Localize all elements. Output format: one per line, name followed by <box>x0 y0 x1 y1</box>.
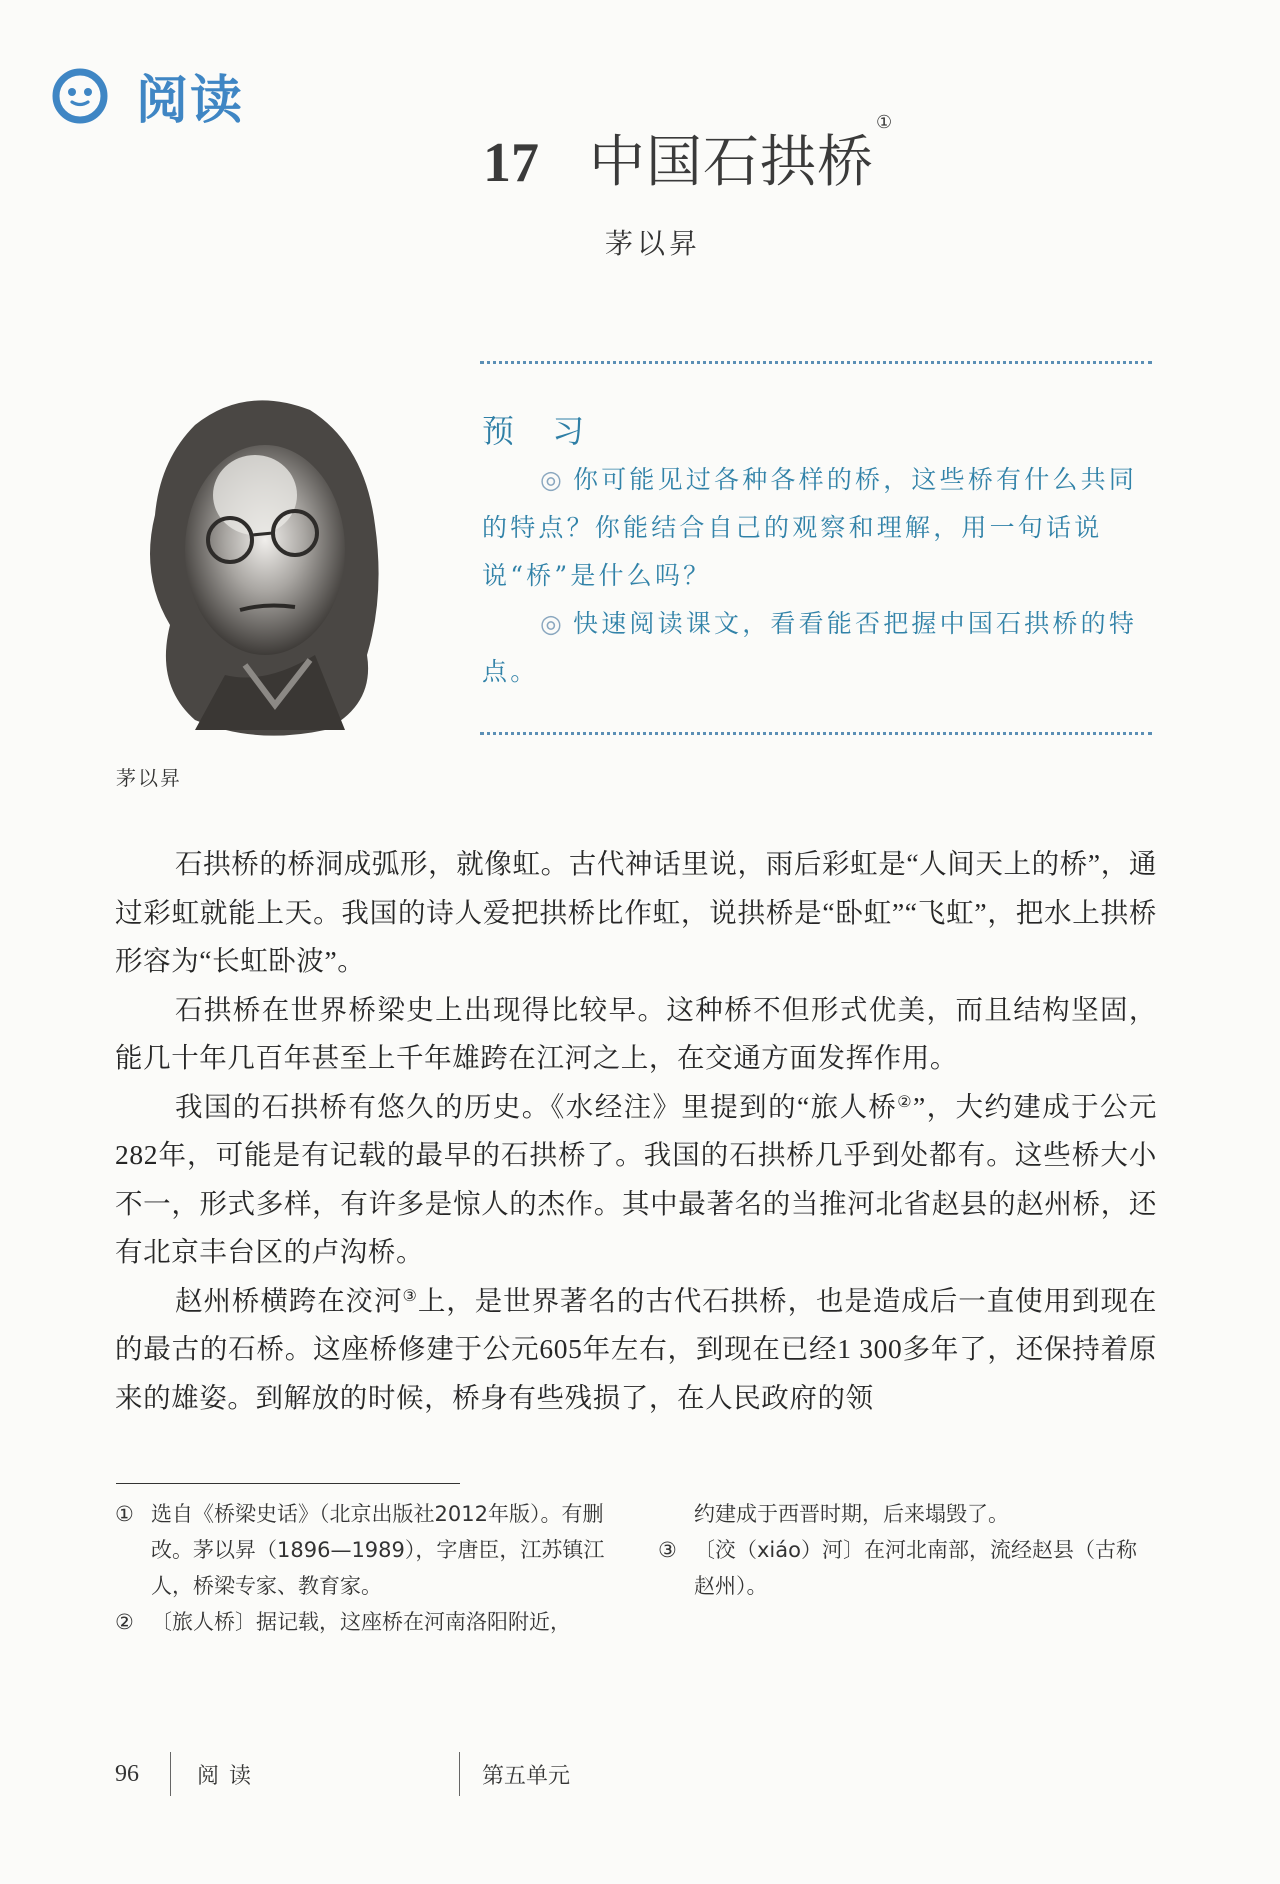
article-body <box>115 840 1157 1422</box>
smiley-face-icon <box>52 68 108 124</box>
lesson-name: 中国石拱桥 <box>589 130 874 195</box>
paragraph: 我国的石拱桥有悠久的历史。《水经注》里提到的“旅人桥②”，大约建成于公元282年，可能是有记载的最早的石拱桥了。我国的石拱桥几乎到处都有。这些桥大小不一，形式多样，有许多是惊人的杰作。其中最著名的当推河北省赵县的赵州桥，还有北京丰台区的卢沟桥。 <box>115 1090 1157 1267</box>
footnote-divider <box>116 1483 460 1484</box>
footer-section-label: 阅读 <box>197 1763 262 1789</box>
lesson-number: 17 <box>483 132 539 194</box>
footnote-2: ② 〔旅人桥〕据记载，这座桥在河南洛阳附近， <box>115 1610 571 1634</box>
title-footnote-link[interactable]: ① <box>876 112 893 132</box>
footnote-1: ① 选自《桥梁史话》（北京出版社2012年版）。有删改。茅以昇（1896—1989），字唐臣，江苏镇江人，桥梁专家、教育家。 <box>115 1502 605 1598</box>
page-footer <box>115 1752 570 1796</box>
footnote-link-2[interactable]: ② <box>897 1093 914 1111</box>
footnotes <box>115 1496 1157 1640</box>
double-circle-bullet-icon: ◎ <box>540 609 566 638</box>
page-number: 96 <box>115 1760 139 1787</box>
section-header <box>52 58 244 133</box>
author-portrait <box>135 385 395 740</box>
footnotes-left-column <box>115 1496 614 1640</box>
lesson-title <box>483 112 893 198</box>
dotted-divider-bottom <box>480 732 1152 735</box>
footnote-2-continued: 约建成于西晋时期，后来塌毁了。 <box>694 1502 1009 1526</box>
footer-unit-label: 第五单元 <box>482 1763 571 1789</box>
preview-box <box>480 358 1152 738</box>
section-title: 阅读 <box>136 70 245 131</box>
preview-questions <box>482 456 1154 696</box>
footnote-link-3[interactable]: ③ <box>402 1287 418 1305</box>
paragraph: 石拱桥在世界桥梁史上出现得比较早。这种桥不但形式优美，而且结构坚固，能几十年几百年甚至上千年雄跨在江河之上，在交通方面发挥作用。 <box>115 993 1157 1073</box>
preview-item: ◎ 你可能见过各种各样的桥，这些桥有什么共同的特点？你能结合自己的观察和理解，用一句话说说“桥”是什么吗？ <box>482 465 1138 590</box>
dotted-divider-top <box>480 361 1152 364</box>
footer-divider <box>459 1752 460 1796</box>
paragraph: 赵州桥横跨在洨河③上，是世界著名的古代石拱桥，也是造成后一直使用到现在的最古的石桥。这座桥修建于公元605年左右，到现在已经1 300多年了，还保持着原来的雄姿。到解放的时候，桥身有些残损了，在人民政府的领 <box>115 1284 1157 1413</box>
preview-heading: 预 习 <box>482 412 599 450</box>
double-circle-bullet-icon: ◎ <box>540 465 566 494</box>
paragraph: 石拱桥的桥洞成弧形，就像虹。古代神话里说，雨后彩虹是“人间天上的桥”，通过彩虹就能上天。我国的诗人爱把拱桥比作虹，说拱桥是“卧虹”“飞虹”，把水上拱桥形容为“长虹卧波”。 <box>115 848 1157 976</box>
portrait-caption: 茅以昇 <box>116 766 182 790</box>
footnote-3: ③ 〔洨（xiáo）河〕在河北南部，流经赵县（古称赵州）。 <box>658 1538 1137 1598</box>
footnotes-right-column <box>658 1496 1157 1640</box>
author-name: 茅以昇 <box>605 227 702 260</box>
preview-item: ◎ 快速阅读课文，看看能否把握中国石拱桥的特点。 <box>482 609 1138 686</box>
footer-divider <box>170 1752 171 1796</box>
